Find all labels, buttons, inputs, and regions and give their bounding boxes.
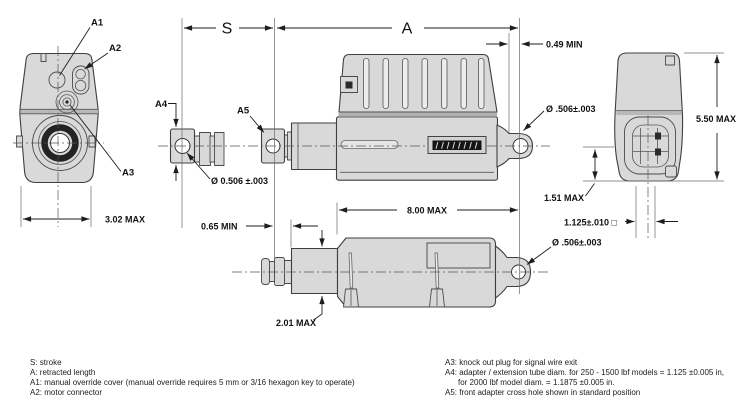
end-view [615,53,683,181]
dim-302-max: 3.02 MAX [105,214,146,225]
dim-1125-square: 1.125±.010 □ [564,217,617,228]
dim-065-min: 0.65 MIN [201,221,238,232]
legend-right-column [445,358,724,398]
legend-stroke: S: stroke [30,358,62,367]
dim-201-max: 2.01 MAX [276,318,317,328]
front-left-notch [17,136,23,147]
front-tube [292,249,338,294]
callout-a3: A3 [122,167,135,179]
motor-housing [339,55,497,113]
front-top-tab [41,54,46,62]
dim-550-max: 5.50 MAX [695,114,737,124]
legend-a3: A3: knock out plug for signal wire exit [445,358,578,367]
legend-a1: A1: manual override cover (manual override requires 5 mm or 3/16 hexagon key to operate) [30,378,355,388]
legend-left-column [30,358,355,398]
brand-logo [428,137,486,154]
callout-a2: A2 [109,43,122,54]
dim-dia-0506-a4: Ø 0.506 ±.003 [211,176,268,186]
front-right-notch [89,136,95,147]
dim-stroke: S [221,20,233,38]
motor-connector [73,66,90,94]
callout-a4: A4 [155,99,168,110]
dim-dia-506-top: Ø .506±.003 [546,104,596,114]
callout-a1: A1 [91,17,104,29]
end-top-tab [666,56,675,65]
legend-retracted-length: A: retracted length [30,368,96,378]
side-seam-band [339,112,498,116]
manual-override-cover [49,72,65,88]
body-slot [341,141,398,149]
dim-151-max: 1.51 MAX [543,193,584,203]
end-seam-band [617,111,682,115]
housing-connector-tab [341,77,358,93]
dim-800-max: 8.00 MAX [406,205,448,216]
dim-dia-506-bottom: Ø .506±.003 [552,237,602,248]
legend-a5: A5: front adapter cross hole shown in standard position [445,388,641,398]
legend-a2: A2: motor connector [30,388,103,398]
front-view [17,54,99,183]
end-bottom-notch [666,166,677,177]
dim-049-min: 0.49 MIN [546,39,583,50]
legend-a4-line1: A4: adapter / extension tube diam. for 250 - 1500 lbf models = 1.125 ±0.005 in, [445,368,725,378]
dim-retracted-length: A [401,20,413,38]
callout-a5: A5 [237,105,250,117]
knockout-plug [56,91,78,113]
legend-a4-line2: for 2000 lbf model diam. = 1.1875 ±0.005 in. [458,378,615,388]
bottom-body [338,238,496,307]
